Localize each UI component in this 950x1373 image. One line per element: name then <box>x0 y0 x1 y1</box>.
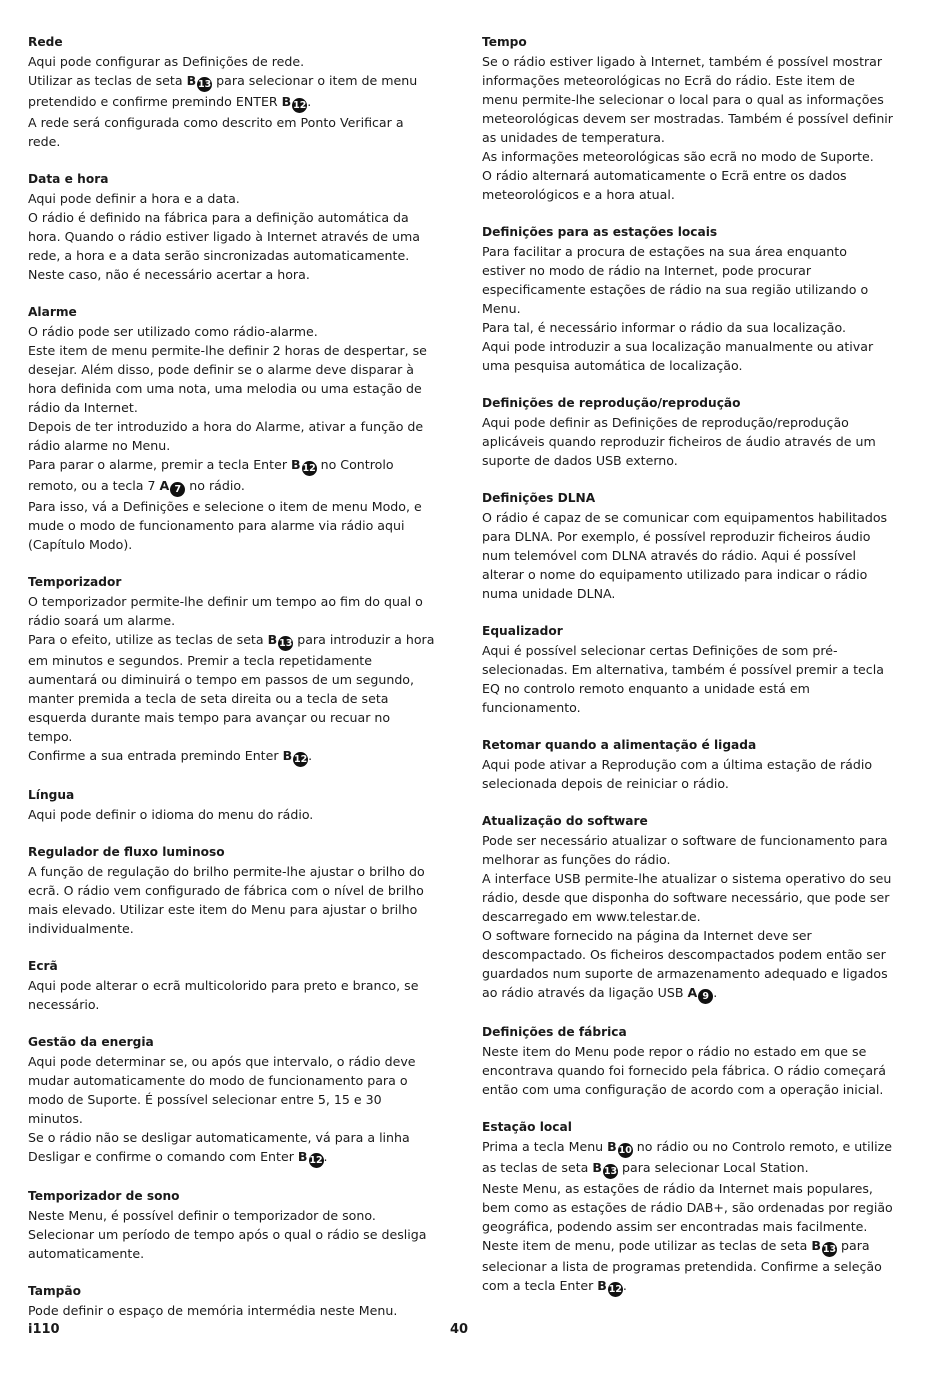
body-text: para selecionar Local Station. Neste Menu, as estações de rádio da Internet mais populares, bem como as estações de rádio DAB+, são ordenadas por região geográfica, podendo assim ser encontradas mais facilmente. Neste item de menu, pode utilizar as teclas de seta <box>482 1160 893 1253</box>
section-heading: Atualização do software <box>482 814 648 828</box>
section-body <box>482 508 894 603</box>
body-text: para introduzir a hora em minutos e segundos. Premir a tecla repetidamente aumentará ou diminuirá o tempo em passos de um segundo, manter premida a tecla de seta direita ou a tecla de seta esquerda durante mais tempo para avançar ou recuar no tempo. Confirme a sua entrada premindo Enter <box>28 632 435 763</box>
body-text: para selecionar o item de menu pretendido e confirme premindo ENTER <box>28 73 418 109</box>
section-body <box>28 1052 438 1168</box>
body-text: Se o rádio estiver ligado à Internet, também é possível mostrar informações meteorológicas no Ecrã do rádio. Este item de menu permite-lhe selecionar o local para o qual as informações meteorológicas devem ser mostradas. Também é possível definir as unidades de temperatura. As informações meteorológicas são ecrã no modo de Suporte. O rádio alternará automaticamente o Ecrã entre os dados meteorológicos e a hora atual. <box>482 54 893 202</box>
section-body <box>482 242 894 375</box>
section-equalizador <box>482 622 894 717</box>
key-group-letter: B <box>186 73 197 88</box>
section-heading: Tampão <box>28 1284 81 1298</box>
body-text: Neste item do Menu pode repor o rádio no estado em que se encontrava quando foi fornecido pela fábrica. O rádio começará então com uma configuração de acordo com a operação inicial. <box>482 1044 886 1097</box>
section-heading: Gestão da energia <box>28 1035 154 1049</box>
key-number-badge: 12 <box>309 1155 323 1166</box>
body-text: Aqui pode configurar as Definições de rede. Utilizar as teclas de seta <box>28 54 305 88</box>
section-body <box>482 831 894 1004</box>
section-heading: Definições DLNA <box>482 491 596 505</box>
body-text: O temporizador permite-lhe definir um tempo ao fim do qual o rádio soará um alarme. Para o efeito, utilize as teclas de seta <box>28 594 423 647</box>
body-text: Aqui pode determinar se, ou após que intervalo, o rádio deve mudar automaticamente do modo de funcionamento para o modo de Suporte. É possível selecionar entre 5, 15 e 30 minutos. Se o rádio não se desligar automaticamente, vá para a linha Desligar e confirme o comando com Enter <box>28 1054 416 1164</box>
section-body <box>482 52 894 204</box>
section-body <box>28 1206 438 1263</box>
section-rede <box>28 33 438 151</box>
body-text: . <box>713 985 718 1000</box>
body-text: Aqui pode ativar a Reprodução com a última estação de rádio selecionada depois de reiniciar o rádio. <box>482 757 873 791</box>
section-lingua <box>28 786 438 824</box>
body-text: Aqui pode definir a hora e a data. O rádio é definido na fábrica para a definição automática da hora. Quando o rádio estiver ligado à Internet através de uma rede, a hora e a data serão sincronizadas automaticamente. Neste caso, não é necessário acertar a hora. <box>28 191 420 282</box>
section-heading: Equalizador <box>482 624 563 638</box>
section-tampao <box>28 1282 438 1320</box>
key-group-letter: B <box>282 748 293 763</box>
key-number-badge: 13 <box>198 79 212 90</box>
section-heading: Data e hora <box>28 172 109 186</box>
key-number-badge: 10 <box>618 1145 632 1156</box>
body-text: O rádio é capaz de se comunicar com equipamentos habilitados para DLNA. Por exemplo, é possível reproduzir ficheiros áudio num telemóvel com DLNA através do rádio. Aqui é possível alterar o nome do equipamento utilizado para indicar o rádio numa unidade DLNA. <box>482 510 888 601</box>
body-text: . A rede será configurada como descrito em Ponto Verificar a rede. <box>28 94 404 149</box>
body-text: Aqui pode definir as Definições de reprodução/reprodução aplicáveis quando reproduzir ficheiros de áudio através de um suporte de dados USB externo. <box>482 415 876 468</box>
body-text: O rádio pode ser utilizado como rádio-alarme. Este item de menu permite-lhe definir 2 horas de despertar, se desejar. Além disso, pode definir se o alarme deve disparar à hora definida com uma nota, uma melodia ou uma estação de rádio da Internet. Depois de ter introduzido a hora do Alarme, ativar a função de rádio alarme no Menu. Para parar o alarme, premir a tecla Enter <box>28 324 427 472</box>
body-text: Para facilitar a procura de estações na sua área enquanto estiver no modo de rádio na Internet, pode procurar especificamente estações de rádio na sua região utilizando o Menu. Para tal, é necessário informar o rádio da sua localização. Aqui pode introduzir a sua localização manualmente ou ativar uma pesquisa automática de localização. <box>482 244 874 373</box>
section-body <box>28 189 438 284</box>
section-body <box>28 1301 438 1320</box>
section-heading: Estação local <box>482 1120 572 1134</box>
section-retomar-quando-a-alimentacao-e-ligada <box>482 736 894 793</box>
section-body <box>482 1137 894 1297</box>
section-atualizacao-do-software <box>482 812 894 1004</box>
body-text: Pode definir o espaço de memória intermédia neste Menu. <box>28 1303 398 1318</box>
section-body <box>28 862 438 938</box>
section-heading: Definições para as estações locais <box>482 225 718 239</box>
section-body <box>482 1042 894 1099</box>
key-group-letter: B <box>297 1149 308 1164</box>
section-heading: Temporizador de sono <box>28 1189 180 1203</box>
body-text: Prima a tecla Menu <box>482 1139 608 1154</box>
body-text: . <box>308 748 313 763</box>
section-data-e-hora <box>28 170 438 284</box>
section-ecra <box>28 957 438 1014</box>
body-text: Aqui pode definir o idioma do menu do rádio. <box>28 807 314 822</box>
section-tempo <box>482 33 894 204</box>
section-heading: Retomar quando a alimentação é ligada <box>482 738 757 752</box>
section-heading: Temporizador <box>28 575 122 589</box>
section-heading: Regulador de fluxo luminoso <box>28 845 225 859</box>
section-body <box>482 641 894 717</box>
key-group-letter: B <box>597 1278 607 1293</box>
key-group-letter: A <box>687 985 698 1000</box>
section-heading: Alarme <box>28 305 77 319</box>
key-group-letter: B <box>811 1238 821 1253</box>
section-body <box>28 805 438 824</box>
key-group-letter: A <box>159 478 170 493</box>
key-group-letter: B <box>267 632 278 647</box>
section-body <box>28 52 438 151</box>
section-heading: Tempo <box>482 35 527 49</box>
key-group-letter: B <box>291 457 301 472</box>
section-temporizador-de-sono <box>28 1187 438 1263</box>
section-estacao-local <box>482 1118 894 1297</box>
key-number-badge: 7 <box>170 482 185 497</box>
section-alarme <box>28 303 438 554</box>
page-number: 40 <box>450 1322 469 1337</box>
body-text: no rádio. Para isso, vá a Definições e selecione o item de menu Modo, e mude o modo de funcionamento para alarme via rádio aqui (Capítulo Modo). <box>28 478 422 552</box>
section-heading: Rede <box>28 35 63 49</box>
key-number-badge: 12 <box>608 1284 622 1295</box>
section-body <box>28 592 438 767</box>
section-heading: Definições de reprodução/reprodução <box>482 396 741 410</box>
section-definicoes-de-fabrica <box>482 1023 894 1099</box>
body-text: Aqui pode alterar o ecrã multicolorido para preto e branco, se necessário. <box>28 978 419 1012</box>
key-group-letter: B <box>607 1139 617 1154</box>
key-number-badge: 13 <box>603 1166 618 1177</box>
body-text: Aqui é possível selecionar certas Definições de som pré-selecionadas. Em alternativa, também é possível premir a tecla EQ no controlo remoto enquanto a unidade está em funcionamento. <box>482 643 884 715</box>
body-text: para selecionar a lista de programas pretendida. Confirme a seleção com a tecla Enter <box>482 1238 882 1293</box>
key-number-badge: 13 <box>822 1244 837 1255</box>
right-column <box>482 33 894 1316</box>
key-number-badge: 9 <box>698 989 713 1004</box>
body-text: Neste Menu, é possível definir o temporizador de sono. Selecionar um período de tempo após o qual o rádio se desliga automaticamente. <box>28 1208 427 1261</box>
body-text: . <box>323 1149 328 1164</box>
section-definicoes-de-reproducao-reproducao <box>482 394 894 470</box>
section-gestao-da-energia <box>28 1033 438 1168</box>
body-text: Pode ser necessário atualizar o software de funcionamento para melhorar as funções do rádio. A interface USB permite-lhe atualizar o sistema operativo do seu rádio, desde que disponha do software necessário, que pode ser descarregado em www.telestar.de. O software fornecido na página da Internet deve ser descompactado. Os ficheiros descompactados podem então ser guardados num suporte de armazenamento adequado e ligados ao rádio através da ligação USB <box>482 833 892 1000</box>
section-body <box>28 322 438 554</box>
key-number-badge: 12 <box>294 754 308 765</box>
key-group-letter: B <box>592 1160 602 1175</box>
body-text: A função de regulação do brilho permite-lhe ajustar o brilho do ecrã. O rádio vem configurado de fábrica com o nível de brilho mais elevado. Utilizar este item do Menu para ajustar o brilho individualmente. <box>28 864 425 936</box>
section-definicoes-dlna <box>482 489 894 603</box>
section-heading: Ecrã <box>28 959 58 973</box>
body-text: no rádio ou no Controlo remoto, e utilize as teclas de seta <box>482 1139 892 1175</box>
body-text: . <box>622 1278 627 1293</box>
key-number-badge: 13 <box>279 638 293 649</box>
body-text: no Controlo remoto, ou a tecla 7 <box>28 457 394 493</box>
section-definicoes-para-as-estacoes-locais <box>482 223 894 375</box>
section-body <box>482 755 894 793</box>
key-group-letter: B <box>281 94 292 109</box>
key-number-badge: 12 <box>302 463 316 474</box>
section-heading: Língua <box>28 788 75 802</box>
left-column <box>28 33 438 1339</box>
key-number-badge: 12 <box>293 100 307 111</box>
section-regulador-de-fluxo-luminoso <box>28 843 438 938</box>
footer-model: i110 <box>28 1322 60 1337</box>
section-body <box>28 976 438 1014</box>
section-body <box>482 413 894 470</box>
section-temporizador <box>28 573 438 767</box>
section-heading: Definições de fábrica <box>482 1025 627 1039</box>
